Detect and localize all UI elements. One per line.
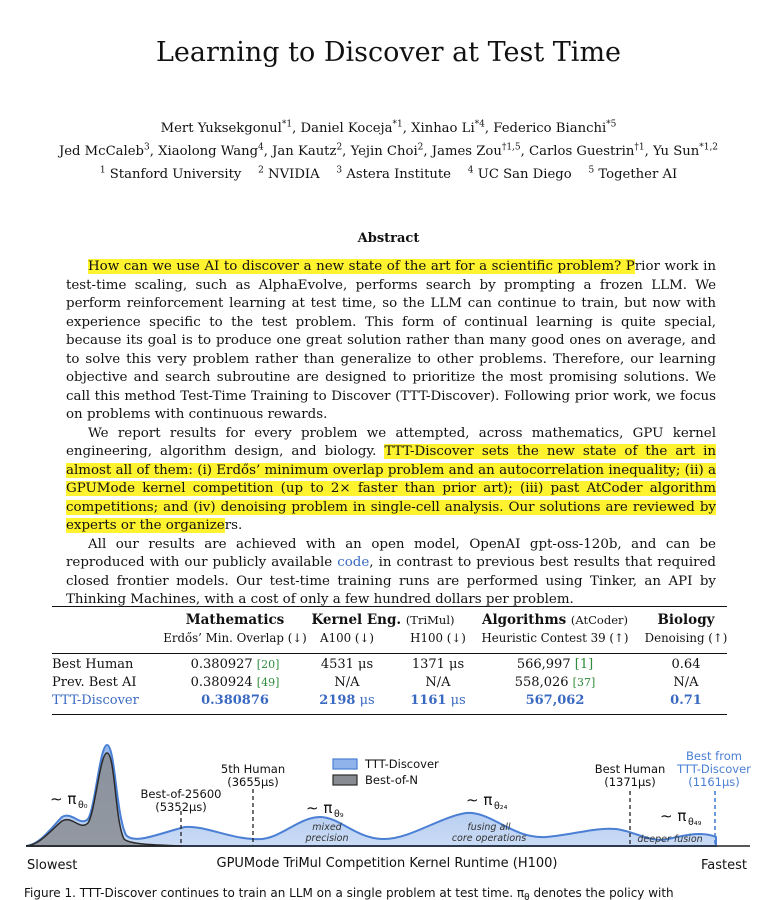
marker-label: (5352μs) (155, 800, 207, 814)
table-cell: 0.380927 [20] (190, 657, 280, 672)
group-header-biology: Biology (657, 612, 715, 628)
col-header: Denoising (↑) (644, 631, 728, 645)
highlighted-text: TTT-Discover sets the new state of the art in almost all of them: (i) Erdős’ minimum overlap problem and an autocorrelation inequality; (ii) a GPUMode kernel competition (up to 2× faster than prior art); (iii) past AtCoder algorithm competitions; and (iv) denoising problem in single-cell analysis. Our solutions are reviewed by experts or the organize (66, 444, 716, 533)
bump-caption: fusing all (467, 822, 511, 833)
author-block (0, 117, 777, 186)
svg-text:∼ π: ∼ π (660, 807, 687, 825)
col-header: A100 (↓) (320, 631, 374, 645)
affiliation-line (0, 163, 777, 186)
abstract-paragraph-3: All our results are achieved with an open model, OpenAI gpt-oss-120b, and can be reproduced with our publicly available code, in contrast to previous best results that required closed frontier models. Our test-time training runs are performed using Tinker, an API by Thinking Machines, with a cost of only a few hundred dollars per problem. (66, 536, 716, 607)
legend-swatch-ttt (333, 759, 357, 769)
runtime-distribution-figure (0, 745, 777, 900)
table-row-ttt-discover (52, 693, 727, 711)
affiliation: $^1$ Stanford University (99, 165, 242, 182)
bump-caption: precision (305, 833, 349, 844)
table-cell: 0.64 (671, 657, 701, 672)
marker-label: 5th Human (220, 762, 286, 776)
author: Jan Kautz$^2$ (272, 142, 343, 159)
author: Xiaolong Wang$^4$ (158, 142, 264, 159)
marker-label: Best Human (594, 762, 666, 776)
table-bottom-rule (52, 714, 727, 715)
affiliation: $^3$ Astera Institute (336, 165, 451, 182)
group-header-mathematics: Mathematics (185, 612, 285, 628)
policy-label-theta9 (306, 799, 344, 820)
row-label: Best Human (52, 657, 134, 672)
legend-label: Best-of-N (365, 773, 419, 787)
svg-text:∼ π: ∼ π (50, 790, 77, 808)
table-subheader (52, 631, 727, 649)
author: Xinhao Li$^{*4}$ (411, 119, 485, 136)
figure-caption: Figure 1. TTT-Discover continues to train an LLM on a single problem at test time. $\pi_\theta$ denotes the policy with (24, 886, 674, 900)
author: Yejin Choi$^2$ (350, 142, 424, 159)
table-group-header (52, 612, 727, 630)
table-cell: 0.380924 [49] (190, 675, 280, 690)
axis-label-fastest: Fastest (701, 858, 747, 873)
results-table (52, 606, 727, 715)
affiliation: $^5$ Together AI (588, 165, 678, 182)
author: Yu Sun$^{*1,2}$ (652, 142, 719, 159)
author: Federico Bianchi$^{*5}$ (493, 119, 617, 136)
marker-label: Best-of-25600 (140, 787, 222, 801)
group-header-kernel: Kernel Eng. (TriMul) (311, 612, 455, 628)
table-cell: 1371 μs (411, 657, 465, 672)
table-mid-rule (52, 653, 727, 654)
author-line-2: Jed McCaleb$^3$, Xiaolong Wang$^4$, Jan Kautz$^2$, Yejin Choi$^2$, James Zou$^{\dagger 1,5}$, Carlos Guestrin$^{\dagger 1}$, Yu Sun$^{*1,2}$ (58, 142, 719, 159)
highlighted-text: How can we use AI to discover a new state of the art for a scientific problem? P (88, 259, 635, 274)
code-link[interactable]: code (337, 555, 370, 570)
svg-text:∼ π: ∼ π (466, 791, 493, 809)
author: Mert Yuksekgonul$^{*1}$ (160, 119, 293, 136)
marker-label: Best from (686, 749, 742, 763)
author: Jed McCaleb$^3$ (58, 142, 150, 159)
table-row (52, 657, 727, 675)
row-label: Prev. Best AI (52, 675, 137, 690)
svg-text:θ₉: θ₉ (334, 809, 344, 820)
paper-title: Learning to Discover at Test Time (155, 37, 622, 68)
abstract-body (66, 258, 716, 610)
author: Carlos Guestrin$^{\dagger 1}$ (529, 142, 645, 159)
table-cell: N/A (334, 675, 360, 690)
author-line-1: Mert Yuksekgonul$^{*1}$, Daniel Koceja$^{*1}$, Xinhao Li$^{*4}$, Federico Bianchi$^{*5}$ (160, 119, 617, 136)
author: James Zou$^{\dagger 1,5}$ (431, 142, 521, 159)
table-cell: 0.71 (670, 693, 702, 708)
table-top-rule (52, 606, 727, 607)
group-header-algorithms: Algorithms (AtCoder) (481, 612, 629, 628)
marker-label: (1161μs) (688, 775, 740, 789)
table-cell: 566,997 [1] (516, 657, 594, 672)
table-cell: N/A (425, 675, 451, 690)
table-row (52, 675, 727, 693)
axis-label-slowest: Slowest (27, 858, 78, 873)
table-cell: N/A (673, 675, 699, 690)
figure-legend (333, 757, 439, 787)
table-cell: 0.380876 (201, 693, 269, 708)
abstract-paragraph-2: We report results for every problem we attempted, across mathematics, GPU kernel engineering, algorithm design, and biology. TTT-Discover sets the new state of the art in almost all of them: (i) Erdős’ minimum overlap problem and an autocorrelation inequality; (ii) a GPUMode kernel competition (up to 2× faster than prior art); (iii) past AtCoder algorithm competitions; and (iv) denoising problem in single-cell analysis. Our solutions are reviewed by experts or the organizers. (66, 425, 716, 533)
table-cell: 2198 μs (319, 693, 375, 708)
table-cell: 4531 μs (320, 657, 374, 672)
table-cell: 558,026 [37] (514, 675, 596, 690)
col-header: Heuristic Contest 39 (↑) (481, 631, 629, 645)
author: Daniel Koceja$^{*1}$ (300, 119, 403, 136)
table-cell: 567,062 (525, 693, 585, 708)
col-header: H100 (↓) (410, 631, 466, 645)
bump-caption: deeper fusion (637, 834, 703, 845)
legend-label: TTT-Discover (365, 757, 439, 771)
svg-text:θ₄₉: θ₄₉ (688, 817, 702, 828)
affiliation: $^4$ UC San Diego (467, 165, 572, 182)
affiliation: $^2$ NVIDIA (258, 165, 320, 182)
bump-caption: mixed (312, 822, 342, 833)
bump-caption: core operations (451, 833, 527, 844)
legend-swatch-best-of-n (333, 775, 357, 785)
policy-label-theta49 (660, 807, 702, 828)
svg-text:θ₀: θ₀ (78, 800, 88, 811)
table-cell: 1161 μs (410, 693, 466, 708)
col-header: Erdős’ Min. Overlap (↓) (163, 631, 307, 645)
marker-label: (1371μs) (604, 775, 656, 789)
marker-label: (3655μs) (227, 775, 279, 789)
abstract-heading: Abstract (357, 231, 420, 246)
policy-label-theta24 (466, 791, 508, 812)
policy-label-theta0 (50, 790, 88, 811)
marker-label: TTT-Discover (677, 762, 751, 776)
row-label: TTT-Discover (52, 693, 139, 708)
x-axis-title: GPUMode TriMul Competition Kernel Runtime (H100) (216, 856, 558, 871)
svg-text:∼ π: ∼ π (306, 799, 333, 817)
abstract-paragraph-1: How can we use AI to discover a new state of the art for a scientific problem? Prior work in test-time scaling, such as AlphaEvolve, performs search by prompting a frozen LLM. We perform reinforcement learning at test time, so the LLM can continue to train, but now with experience specific to the test problem. This form of continual learning is quite special, because its goal is to produce one great solution rather than many good ones on average, and to solve this very problem rather than generalize to other problems. Therefore, our learning objective and search subroutine are designed to prioritize the most promising solutions. We call this method Test-Time Training to Discover (TTT-Discover). Following prior work, we focus on problems with continuous rewards. (66, 259, 716, 422)
svg-text:θ₂₄: θ₂₄ (494, 801, 508, 812)
